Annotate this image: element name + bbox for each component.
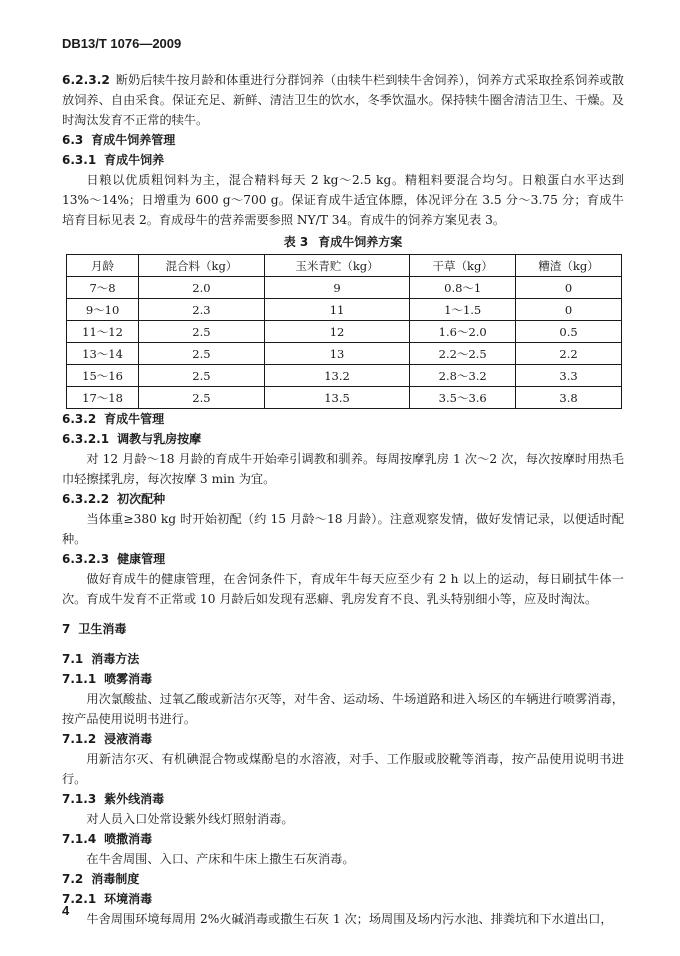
section-number: 7.1.4 <box>62 832 97 846</box>
document-body <box>62 70 624 929</box>
table-body <box>67 277 622 409</box>
table-header-cell: 月龄 <box>67 255 139 277</box>
table-cell: 2.5 <box>139 343 265 365</box>
section-title: 育成牛饲养 <box>104 153 165 167</box>
table-cell: 2.3 <box>139 299 265 321</box>
section-group-2 <box>62 409 624 929</box>
table-cell: 13～14 <box>67 343 139 365</box>
table-header-cell: 混合料（kg） <box>139 255 265 277</box>
page-number: 4 <box>62 903 70 918</box>
table-row <box>67 299 622 321</box>
table-header-cell: 玉米青贮（kg） <box>264 255 410 277</box>
paragraph: 日粮以优质粗饲料为主，混合精料每天 2 kg～2.5 kg。精粗料要混合均匀。日粮蛋白水平达到 13%～14%；日增重为 600 g～700 g。保证育成牛适宜体膘，体况评分在 3.5 分～3.75 分；育成牛培育目标见表 2。育成母牛的营养需要参照 NY/T 34。育成牛的饲养方案见表 3。 <box>62 173 624 227</box>
section-heading <box>62 619 624 639</box>
feeding-plan-table <box>66 254 622 409</box>
table-row <box>67 321 622 343</box>
table-cell: 2.5 <box>139 321 265 343</box>
section-title: 浸液消毒 <box>104 732 153 746</box>
table-row <box>67 343 622 365</box>
table-cell: 13.5 <box>264 387 410 409</box>
section-title: 育成牛管理 <box>104 412 165 426</box>
section-title: 消毒制度 <box>91 872 140 886</box>
table-cell: 1.6～2.0 <box>410 321 516 343</box>
section-number: 6.3.2 <box>62 412 97 426</box>
paragraph: 牛舍周围环境每周用 2%火碱消毒或撒生石灰 1 次；场周围及场内污水池、排粪坑和下水道出口， <box>86 912 613 926</box>
spacer <box>62 609 624 619</box>
table-cell: 0.5 <box>516 321 622 343</box>
section-number: 6.3.2.1 <box>62 432 110 446</box>
table-cell: 9 <box>264 277 410 299</box>
table-cell: 3.3 <box>516 365 622 387</box>
spacer <box>62 639 624 649</box>
paragraph: 对 12 月龄～18 月龄的育成牛开始牵引调教和驯养。每周按摩乳房 1 次～2 次，每次按摩时用热毛巾轻擦揉乳房，每次按摩 3 min 为宜。 <box>62 452 624 486</box>
table-cell: 0.8～1 <box>410 277 516 299</box>
section-heading <box>62 729 624 749</box>
section-number: 6.3.1 <box>62 153 97 167</box>
table-cell: 1～1.5 <box>410 299 516 321</box>
table-cell: 3.8 <box>516 387 622 409</box>
section-title: 喷撒消毒 <box>104 832 153 846</box>
section-number: 7.1.3 <box>62 792 97 806</box>
table-row <box>67 387 622 409</box>
table-header-row <box>67 255 622 277</box>
table-cell: 2.5 <box>139 387 265 409</box>
section-heading <box>62 789 624 809</box>
table-cell: 3.5～3.6 <box>410 387 516 409</box>
table-cell: 11 <box>264 299 410 321</box>
table-cell: 2.8～3.2 <box>410 365 516 387</box>
paragraph-text: 断奶后犊牛按月龄和体重进行分群饲养（由犊牛栏到犊牛舍饲养），饲养方式采取拴系饲养或散放饲养、自由采食。保证充足、新鲜、清洁卫生的饮水，冬季饮温水。保持犊牛圈舍清洁卫生、干燥。及时淘汰发育不正常的犊牛。 <box>62 73 624 127</box>
section-title: 初次配种 <box>117 492 166 506</box>
table-row <box>67 277 622 299</box>
section-number: 6.3.2.3 <box>62 552 110 566</box>
section-title: 喷雾消毒 <box>104 672 153 686</box>
table-row <box>67 365 622 387</box>
section-number: 6.3.2.2 <box>62 492 110 506</box>
table-cell: 7～8 <box>67 277 139 299</box>
section-title: 健康管理 <box>117 552 166 566</box>
table-cell: 17～18 <box>67 387 139 409</box>
table-caption-number: 表 3 <box>283 235 309 249</box>
section-heading <box>62 649 624 669</box>
table-cell: 9～10 <box>67 299 139 321</box>
section-title: 环境消毒 <box>104 892 153 906</box>
table-cell: 0 <box>516 277 622 299</box>
section-heading <box>62 489 624 509</box>
section-number: 7.2 <box>62 872 84 886</box>
paragraph: 对人员入口处常设紫外线灯照射消毒。 <box>86 812 294 826</box>
table-cell: 12 <box>264 321 410 343</box>
section-heading <box>62 409 624 429</box>
section-number: 6.2.3.2 <box>62 73 110 87</box>
paragraph: 在牛舍周围、入口、产床和牛床上撒生石灰消毒。 <box>86 852 355 866</box>
section-number: 7.1.2 <box>62 732 97 746</box>
section-heading <box>62 829 624 849</box>
section-title: 卫生消毒 <box>78 622 127 636</box>
table-cell: 2.5 <box>139 365 265 387</box>
paragraph: 做好育成牛的健康管理，在舍饲条件下，育成年牛每天应至少有 2 h 以上的运动，每日刷拭牛体一次。育成牛发育不正常或 10 月龄后如发现有恶癖、乳房发育不良、乳头特别细小等，应及时淘汰。 <box>62 572 624 606</box>
section-number: 7.1 <box>62 652 84 666</box>
section-heading <box>62 669 624 689</box>
section-number: 6.3 <box>62 133 84 147</box>
standard-code: DB13/T 1076—2009 <box>62 36 182 51</box>
table-caption <box>62 232 624 252</box>
table-header-cell: 糟渣（kg） <box>516 255 622 277</box>
paragraph-with-number <box>62 70 624 130</box>
section-heading <box>62 150 624 170</box>
table-caption-title: 育成牛饲养方案 <box>318 235 403 249</box>
section-heading <box>62 869 624 889</box>
section-title: 消毒方法 <box>91 652 140 666</box>
section-heading <box>62 130 624 150</box>
section-title: 紫外线消毒 <box>104 792 165 806</box>
table-cell: 2.0 <box>139 277 265 299</box>
section-title: 调教与乳房按摩 <box>117 432 202 446</box>
paragraph: 用次氯酸盐、过氧乙酸或新洁尔灭等，对牛舍、运动场、牛场道路和进入场区的车辆进行喷雾消毒，按产品使用说明书进行。 <box>62 692 624 726</box>
table-cell: 13.2 <box>264 365 410 387</box>
table-cell: 2.2 <box>516 343 622 365</box>
table-cell: 2.2～2.5 <box>410 343 516 365</box>
section-heading <box>62 549 624 569</box>
section-heading <box>62 429 624 449</box>
table-cell: 15～16 <box>67 365 139 387</box>
section-title: 育成牛饲养管理 <box>91 133 176 147</box>
table-cell: 13 <box>264 343 410 365</box>
section-number: 7.1.1 <box>62 672 97 686</box>
table-cell: 0 <box>516 299 622 321</box>
paragraph: 当体重≥380 kg 时开始初配（约 15 月龄～18 月龄）。注意观察发情，做好发情记录，以便适时配种。 <box>62 512 624 546</box>
paragraph: 用新洁尔灭、有机碘混合物或煤酚皂的水溶液，对手、工作服或胶靴等消毒，按产品使用说明书进行。 <box>62 752 624 786</box>
table-header-cell: 干草（kg） <box>410 255 516 277</box>
section-number: 7.2.1 <box>62 892 97 906</box>
section-number: 7 <box>62 622 71 636</box>
section-group-1 <box>62 70 624 230</box>
table-cell: 11～12 <box>67 321 139 343</box>
section-heading <box>62 889 624 909</box>
